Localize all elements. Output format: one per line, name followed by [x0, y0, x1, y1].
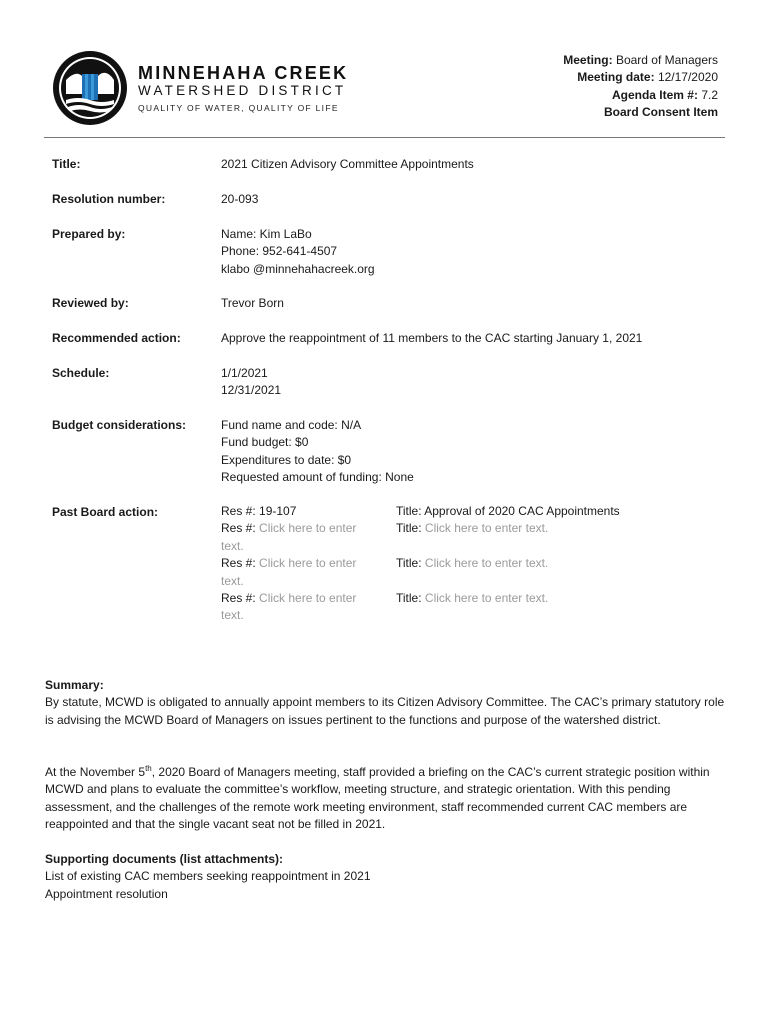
title-placeholder[interactable]: Click here to enter text. [424, 556, 549, 570]
budget-line: Requested amount of funding: None [221, 470, 414, 485]
past-res-row [221, 555, 356, 572]
title-label-small: Title: [396, 591, 422, 605]
res-placeholder[interactable]: Click here to enter [259, 521, 357, 536]
title-label-small: Title: [396, 521, 422, 535]
past-action-label: Past Board action: [52, 505, 159, 519]
org-subtitle: WATERSHED DISTRICT [138, 83, 347, 98]
meeting-date-label: Meeting date: [577, 70, 655, 85]
title-placeholder[interactable]: Click here to enter text. [424, 591, 549, 605]
res-placeholder[interactable]: Click here to enter [259, 591, 357, 606]
title-placeholder[interactable]: Click here to enter text. [424, 521, 549, 535]
past-title-row [396, 555, 548, 572]
header-divider [44, 137, 725, 138]
resolution-label: Resolution number: [52, 192, 166, 206]
p2-after: , 2020 Board of Managers meeting, staff provided a briefing on the CAC’s current strategic position within MCWD and plans to evaluate the committee’s workflow, meeting structure, and strategic orientation. With this pending assessment, and the challenges of the remote work meeting environment, staff recommended current CAC members are reappointed and that the single vacant seat not be filled in 2021. [45, 765, 710, 832]
past-res-column [221, 503, 356, 625]
meeting-label: Meeting: [563, 53, 613, 67]
supporting-heading: Supporting documents (list attachments): [45, 852, 284, 866]
res-label: Res #: [221, 591, 256, 606]
org-name: MINNEHAHA CREEK [138, 63, 349, 83]
meeting-date-value: 12/17/2020 [657, 70, 718, 85]
budget-label: Budget considerations: [52, 418, 187, 432]
budget-line: Fund name and code: N/A [221, 418, 362, 432]
p2-superscript: th [145, 764, 152, 773]
past-res-row [221, 590, 356, 607]
agenda-item-value: 7.2 [701, 87, 718, 102]
prepared-name: Name: Kim LaBo [221, 227, 312, 241]
past-title-row [396, 503, 620, 520]
summary-paragraph-1: By statute, MCWD is obligated to annually appoint members to its Citizen Advisory Committee. The CAC’s primary statutory role is advising the MCWD Board of Managers on issues pertinent to the functions and purpose of the watershed district. [45, 695, 725, 727]
summary-section [45, 677, 735, 729]
title-label-small: Title: [396, 504, 422, 518]
meeting-meta [563, 52, 718, 122]
summary-heading: Summary: [45, 678, 104, 692]
supporting-section [45, 851, 735, 903]
meeting-date-row [563, 69, 718, 86]
budget-line: Fund budget: $0 [221, 435, 309, 450]
res-label: Res #: [221, 504, 256, 518]
res-placeholder-wrap[interactable]: text. [221, 538, 244, 553]
reviewed-label: Reviewed by: [52, 296, 129, 310]
budget-block [221, 417, 414, 487]
reviewed-value: Trevor Born [221, 296, 284, 310]
past-title-row [396, 590, 548, 607]
meeting-value: Board of Managers [615, 53, 718, 67]
agenda-item-row [563, 87, 718, 104]
budget-line: Expenditures to date: $0 [221, 452, 352, 467]
recommended-value: Approve the reappointment of 11 members to the CAC starting January 1, 2021 [221, 331, 643, 345]
resolution-value: 20-093 [221, 192, 259, 206]
prepared-block [221, 226, 375, 278]
supporting-item: List of existing CAC members seeking reappointment in 2021 [45, 869, 371, 884]
meeting-row [563, 52, 718, 69]
past-title-value: Approval of 2020 CAC Appointments [424, 504, 620, 518]
res-value: 19-107 [259, 504, 297, 518]
summary-paragraph-2 [45, 764, 735, 834]
agenda-item-label: Agenda Item #: [611, 87, 698, 102]
past-res-row [221, 520, 356, 537]
p2-before: At the November 5 [45, 765, 146, 779]
title-label-small: Title: [396, 556, 422, 570]
schedule-start: 1/1/2021 [221, 366, 268, 380]
supporting-item: Appointment resolution [45, 886, 168, 901]
prepared-phone: Phone: 952-641-4507 [221, 244, 338, 259]
res-label: Res #: [221, 521, 256, 536]
title-value: 2021 Citizen Advisory Committee Appointments [221, 157, 474, 171]
past-title-row [396, 520, 548, 537]
schedule-block [221, 365, 281, 400]
title-label: Title: [52, 157, 81, 171]
waterfall-logo-icon [52, 50, 128, 126]
prepared-email: klabo @minnehahacreek.org [221, 261, 375, 276]
item-type: Board Consent Item [603, 105, 718, 120]
res-label: Res #: [221, 556, 256, 571]
schedule-end: 12/31/2021 [221, 383, 282, 398]
item-type-row [563, 104, 718, 121]
recommended-label: Recommended action: [52, 331, 181, 345]
prepared-label: Prepared by: [52, 227, 126, 241]
res-placeholder[interactable]: Click here to enter [259, 556, 357, 571]
res-placeholder-wrap[interactable]: text. [221, 573, 244, 588]
org-tagline: QUALITY OF WATER, QUALITY OF LIFE [138, 103, 339, 113]
res-placeholder-wrap[interactable]: text. [221, 608, 244, 623]
schedule-label: Schedule: [52, 366, 110, 380]
past-res-row [221, 503, 356, 520]
